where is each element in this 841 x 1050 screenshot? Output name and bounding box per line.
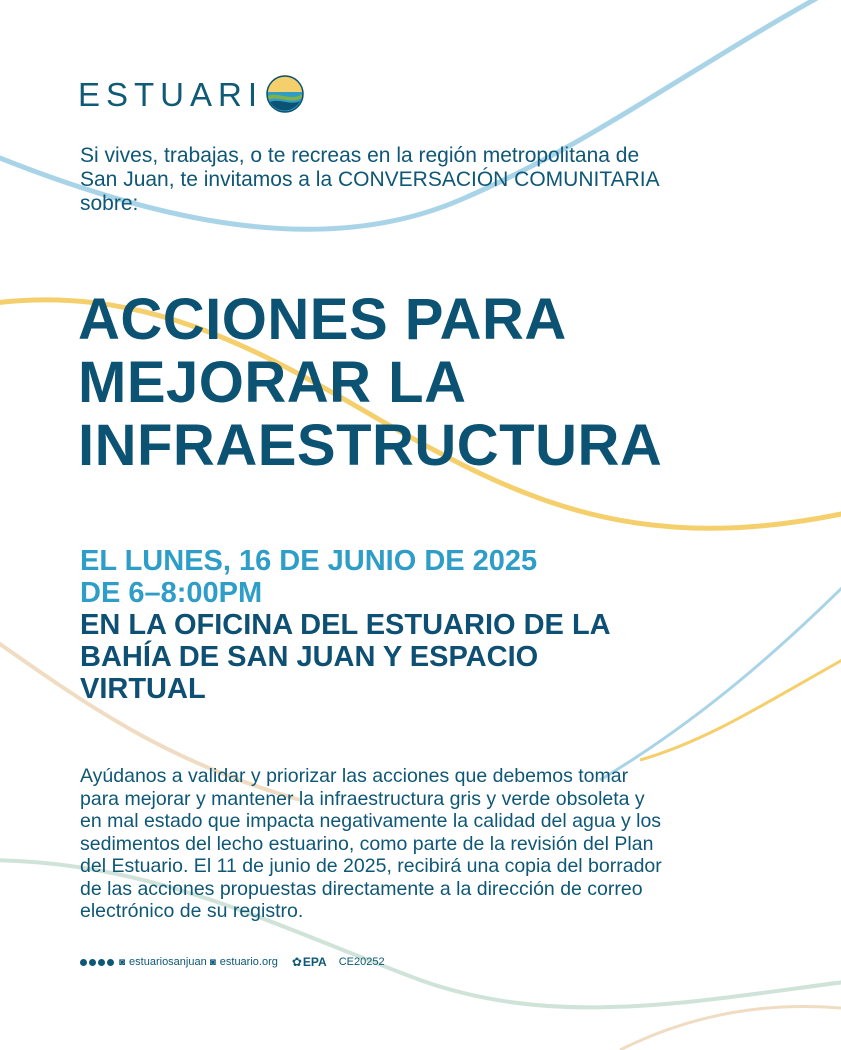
epa-label: EPA xyxy=(302,955,327,969)
intro-line: Si vives, trabajas, o te recreas en la región metropolitana de xyxy=(80,144,640,167)
brand-logo xyxy=(78,74,305,114)
youtube-icon[interactable] xyxy=(107,959,114,966)
social-icons xyxy=(80,959,114,966)
instagram-icon[interactable] xyxy=(89,959,96,966)
facebook-icon[interactable] xyxy=(80,959,87,966)
intro-line: sobre: xyxy=(80,192,139,215)
x-icon[interactable] xyxy=(98,959,105,966)
epa-flower-icon: ✿ xyxy=(291,955,302,969)
estuary-sun-landscape-icon xyxy=(265,74,305,114)
social-handle[interactable]: estuariosanjuan xyxy=(129,956,207,968)
event-place-line: VIRTUAL xyxy=(80,673,206,705)
title-line: INFRAESTRUCTURA xyxy=(78,413,663,478)
event-place-line: EN LA OFICINA DEL ESTUARIO DE LA xyxy=(80,609,611,641)
event-place-line: BAHÍA DE SAN JUAN Y ESPACIO xyxy=(80,641,539,673)
body-line: en mal estado que impacta negativamente la calidad del agua y los xyxy=(80,810,662,832)
title-line: ACCIONES PARA xyxy=(78,287,567,352)
web-icon: ◙ xyxy=(209,956,216,968)
body-line: Ayúdanos a validar y priorizar las acciones que debemos tomar xyxy=(80,765,629,787)
footer xyxy=(80,955,385,969)
body-line: del Estuario. El 11 de junio de 2025, recibirá una copia del borrador xyxy=(80,855,662,877)
event-title xyxy=(78,288,798,477)
body-line: para mejorar y mantener la infraestructura gris y verde obsoleta y xyxy=(80,787,645,810)
description-paragraph xyxy=(80,765,780,923)
intro-paragraph xyxy=(80,144,760,216)
body-line: de las acciones propuestas directamente a la dirección de correo xyxy=(80,877,643,900)
title-line: MEJORAR LA xyxy=(78,350,467,415)
event-date: EL LUNES, 16 DE JUNIO DE 2025 xyxy=(80,545,538,577)
certification-code: CE20252 xyxy=(338,956,385,968)
event-details xyxy=(80,545,780,705)
event-time: DE 6–8:00PM xyxy=(80,577,263,609)
intro-line: San Juan, te invitamos a la CONVERSACIÓN COMUNITARIA xyxy=(80,168,660,191)
brand-name: ESTUARI xyxy=(78,75,264,113)
epa-logo xyxy=(292,955,327,969)
body-line: electrónico de su registro. xyxy=(80,900,304,922)
website-link[interactable]: estuario.org xyxy=(219,956,278,968)
body-line: sedimentos del lecho estuarino, como parte de la revisión del Plan xyxy=(80,832,654,855)
handle-icon: ◙ xyxy=(119,956,126,968)
